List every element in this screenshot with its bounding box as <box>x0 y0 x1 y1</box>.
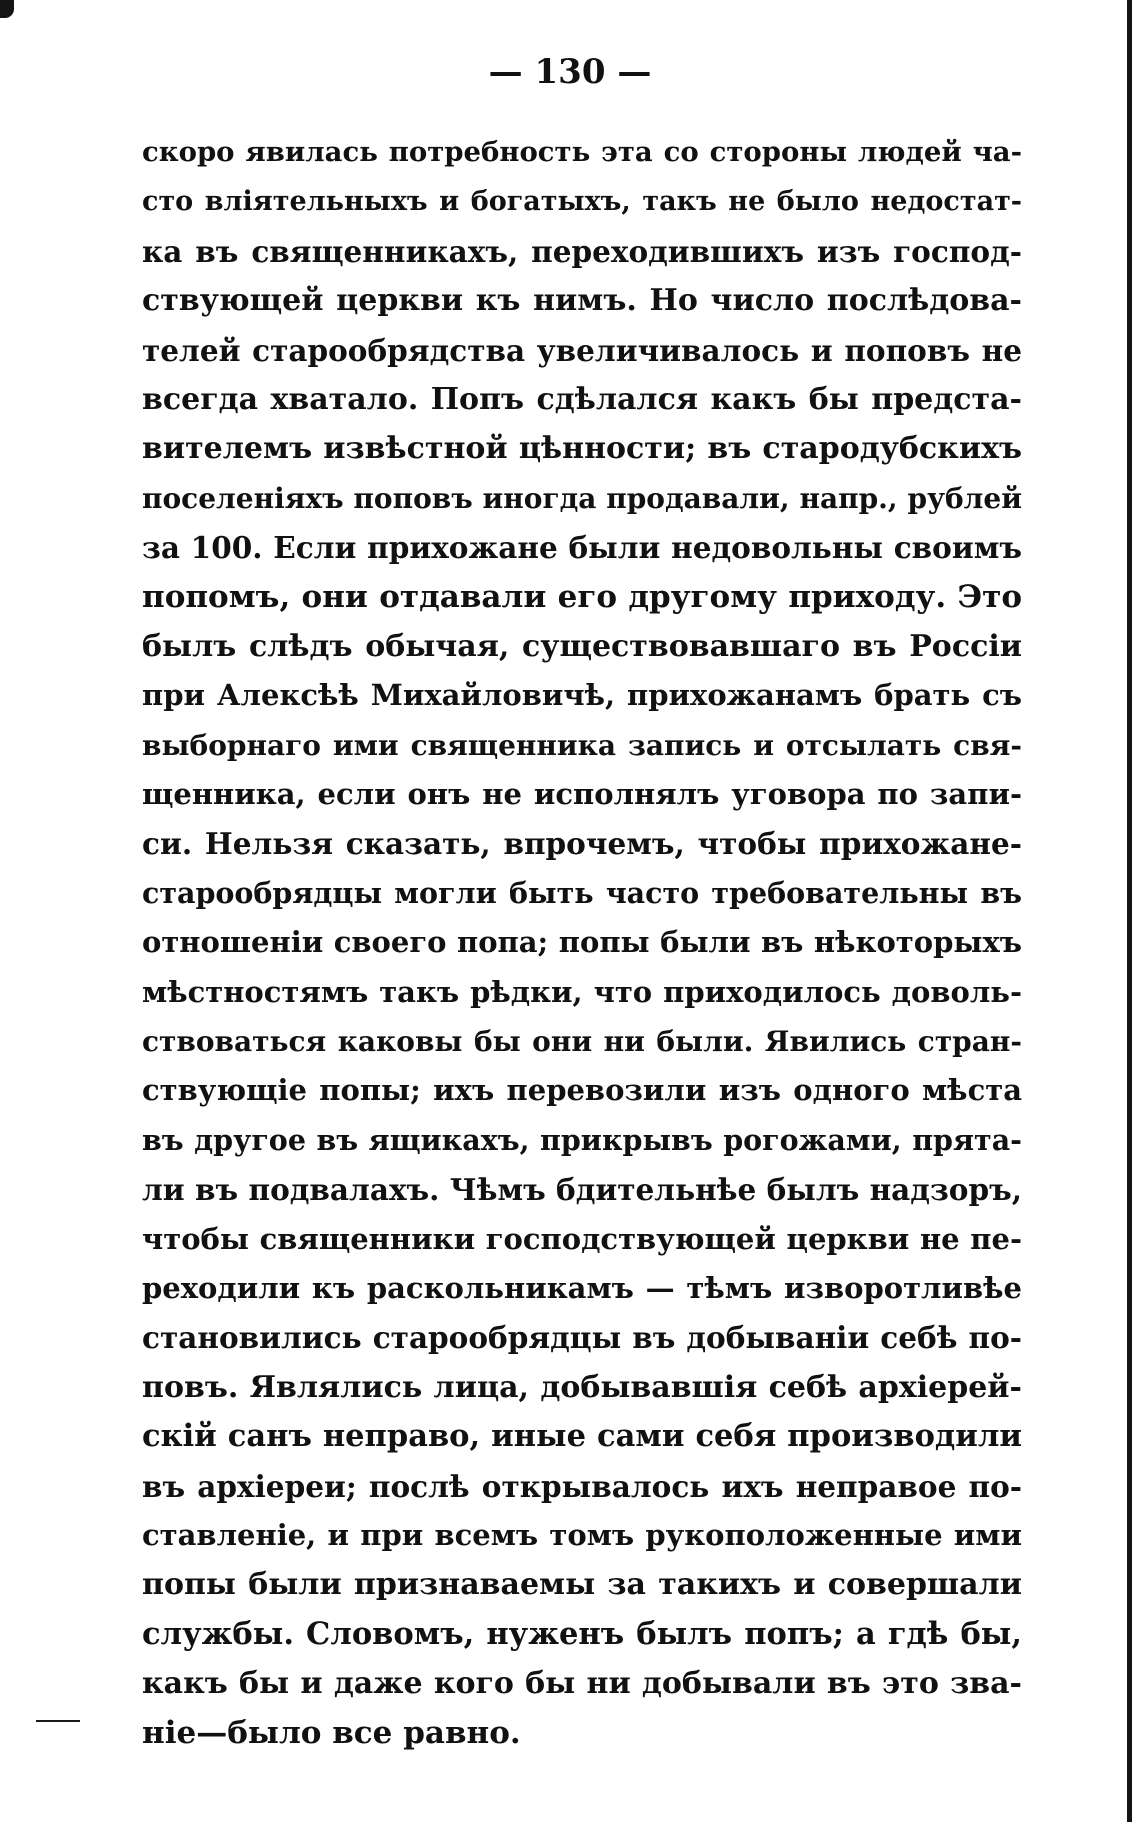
text-line: си. Нельзя сказать, впрочемъ, чтобы прихожане- <box>142 826 1022 862</box>
text-line: чтобы священники господствующей церкви не пе- <box>142 1221 1022 1256</box>
text-line: повъ. Являлись лица, добывавшія себѣ архіерей- <box>142 1369 1022 1405</box>
text-line: отношеніи своего попа; попы были въ нѣкоторыхъ <box>142 925 1022 960</box>
text-line: ствоваться каковы бы они ни были. Явились стран- <box>142 1025 1022 1059</box>
ink-blot-mark <box>0 0 14 18</box>
text-line: какъ бы и даже кого бы ни добывали въ это зва- <box>142 1666 1022 1702</box>
text-line: былъ слѣдъ обычая, существовавшаго въ Россіи <box>142 628 1022 664</box>
margin-dash-mark <box>36 1720 80 1722</box>
text-line: реходили къ раскольникамъ — тѣмъ изворотливѣе <box>142 1270 1022 1305</box>
text-line: выборнаго ими священника запись и отсылать свя- <box>142 728 1022 762</box>
text-line: сто вліятельныхъ и богатыхъ, такъ не было недостат- <box>142 186 1022 218</box>
text-line: мѣстностямъ такъ рѣдки, что приходилось доволь- <box>142 974 1022 1009</box>
text-line: въ другое въ ящикахъ, прикрывъ рогожами, прята- <box>142 1122 1022 1157</box>
text-line: щенника, если онъ не исполнялъ уговора по запи- <box>142 777 1022 812</box>
text-line: ли въ подвалахъ. Чѣмъ бдительнѣе былъ надзоръ, <box>142 1172 1022 1208</box>
text-line: попы были признаваемы за такихъ и совершали <box>142 1567 1022 1603</box>
text-line: ствующей церкви къ нимъ. Но число послѣдова- <box>142 283 1022 319</box>
page-number: — 130 — <box>488 52 652 92</box>
text-line: въ архіереи; послѣ открывалось ихъ неправое по- <box>142 1468 1022 1504</box>
text-line: скій санъ неправо, иные сами себя производили <box>142 1418 1022 1455</box>
text-line: ніе—было все равно. <box>142 1714 521 1751</box>
text-line: телей старообрядства увеличивалось и поповъ не <box>142 332 1022 368</box>
text-line: старообрядцы могли быть часто требовательны въ <box>142 875 1022 910</box>
text-line: скоро явилась потребность эта со стороны людей ча- <box>142 136 1022 168</box>
text-line: ка въ священникахъ, переходившихъ изъ господ- <box>142 233 1022 269</box>
body-text <box>142 128 1022 1758</box>
text-line: ствующіе попы; ихъ перевозили изъ одного мѣста <box>142 1073 1022 1108</box>
text-line: всегда хватало. Попъ сдѣлался какъ бы предста- <box>142 381 1022 417</box>
text-line: ставленіе, и при всемъ томъ рукоположенные ими <box>142 1517 1022 1552</box>
text-line: вителемъ извѣстной цѣнности; въ стародубскихъ <box>142 431 1022 467</box>
text-line: поселеніяхъ поповъ иногда продавали, напр., рублей <box>142 481 1022 515</box>
text-line: службы. Словомъ, нуженъ былъ попъ; а гдѣ бы, <box>142 1615 1022 1652</box>
text-line: становились старообрядцы въ добываніи себѣ по- <box>142 1320 1022 1356</box>
page-edge-border <box>1127 0 1132 1822</box>
text-line: за 100. Если прихожане были недовольны своимъ <box>142 530 1022 566</box>
text-line: попомъ, они отдавали его другому приходу. Это <box>142 578 1022 615</box>
text-line: при Алексѣѣ Михайловичѣ, прихожанамъ брать съ <box>142 678 1022 713</box>
